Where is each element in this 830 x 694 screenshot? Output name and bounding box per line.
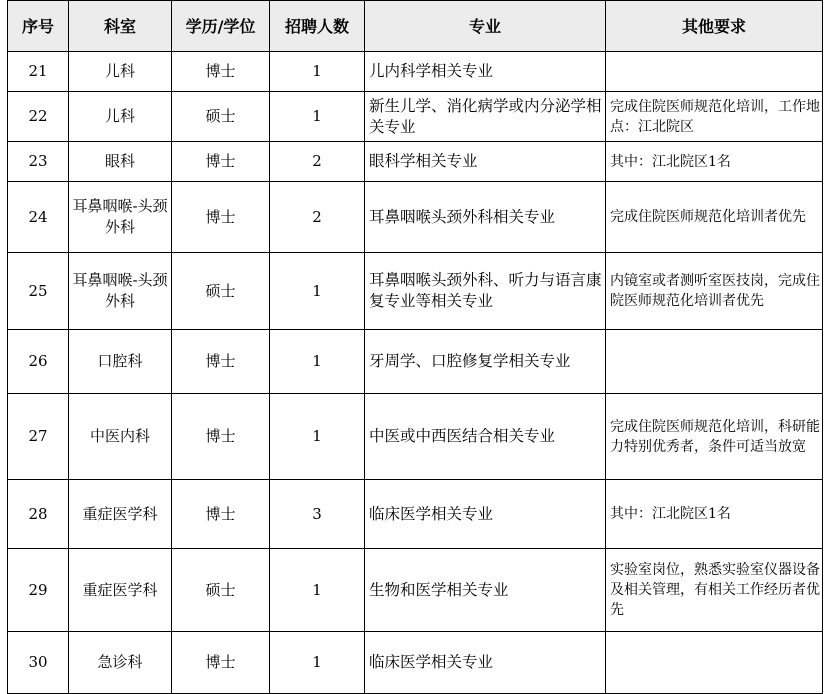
cell-other: 实验室岗位，熟悉实验室仪器设备及相关管理，有相关工作经历者优先 (606, 549, 823, 632)
table-row (8, 52, 823, 92)
table-row (8, 549, 823, 632)
recruitment-table (7, 0, 823, 694)
cell-major: 耳鼻咽喉头颈外科、听力与语言康复专业等相关专业 (365, 253, 606, 330)
cell-degree: 博士 (172, 52, 270, 92)
cell-major: 儿内科学相关专业 (365, 52, 606, 92)
cell-dept: 眼科 (69, 142, 172, 182)
cell-no: 25 (8, 253, 69, 330)
table-row (8, 632, 823, 694)
cell-degree: 硕士 (172, 92, 270, 142)
cell-other: 完成住院医师规范化培训，工作地点：江北院区 (606, 92, 823, 142)
cell-other: 内镜室或者测听室医技岗，完成住院医师规范化培训者优先 (606, 253, 823, 330)
cell-other: 其中：江北院区1名 (606, 142, 823, 182)
cell-major: 眼科学相关专业 (365, 142, 606, 182)
cell-major: 牙周学、口腔修复学相关专业 (365, 330, 606, 394)
cell-count: 1 (270, 92, 365, 142)
cell-count: 2 (270, 142, 365, 182)
table-row (8, 142, 823, 182)
header-degree: 学历/学位 (172, 1, 270, 52)
cell-dept: 重症医学科 (69, 549, 172, 632)
cell-major: 耳鼻咽喉头颈外科相关专业 (365, 182, 606, 253)
cell-count: 1 (270, 253, 365, 330)
header-no: 序号 (8, 1, 69, 52)
cell-count: 3 (270, 480, 365, 549)
header-dept: 科室 (69, 1, 172, 52)
cell-major: 临床医学相关专业 (365, 480, 606, 549)
cell-other: 其中：江北院区1名 (606, 480, 823, 549)
cell-no: 28 (8, 480, 69, 549)
cell-no: 30 (8, 632, 69, 694)
cell-major: 中医或中西医结合相关专业 (365, 394, 606, 480)
cell-count: 1 (270, 52, 365, 92)
cell-count: 1 (270, 330, 365, 394)
cell-degree: 硕士 (172, 253, 270, 330)
cell-count: 2 (270, 182, 365, 253)
cell-no: 26 (8, 330, 69, 394)
table-row (8, 182, 823, 253)
cell-count: 1 (270, 394, 365, 480)
cell-other: 完成住院医师规范化培训，科研能力特别优秀者，条件可适当放宽 (606, 394, 823, 480)
cell-no: 24 (8, 182, 69, 253)
header-major: 专业 (365, 1, 606, 52)
cell-degree: 博士 (172, 330, 270, 394)
cell-other (606, 632, 823, 694)
header-other: 其他要求 (606, 1, 823, 52)
cell-major: 新生儿学、消化病学或内分泌学相关专业 (365, 92, 606, 142)
cell-degree: 博士 (172, 142, 270, 182)
cell-dept: 口腔科 (69, 330, 172, 394)
cell-dept: 中医内科 (69, 394, 172, 480)
table-row (8, 394, 823, 480)
cell-other (606, 52, 823, 92)
cell-no: 29 (8, 549, 69, 632)
cell-other: 完成住院医师规范化培训者优先 (606, 182, 823, 253)
cell-dept: 儿科 (69, 92, 172, 142)
table-row (8, 253, 823, 330)
cell-major: 生物和医学相关专业 (365, 549, 606, 632)
cell-no: 27 (8, 394, 69, 480)
cell-count: 1 (270, 632, 365, 694)
cell-no: 22 (8, 92, 69, 142)
cell-degree: 博士 (172, 182, 270, 253)
cell-dept: 耳鼻咽喉-头颈外科 (69, 253, 172, 330)
cell-no: 23 (8, 142, 69, 182)
cell-dept: 急诊科 (69, 632, 172, 694)
header-row (8, 1, 823, 52)
cell-no: 21 (8, 52, 69, 92)
cell-dept: 儿科 (69, 52, 172, 92)
cell-count: 1 (270, 549, 365, 632)
table-row (8, 330, 823, 394)
table-row (8, 480, 823, 549)
cell-degree: 博士 (172, 394, 270, 480)
cell-major: 临床医学相关专业 (365, 632, 606, 694)
header-count: 招聘人数 (270, 1, 365, 52)
cell-dept: 重症医学科 (69, 480, 172, 549)
table-row (8, 92, 823, 142)
cell-degree: 博士 (172, 480, 270, 549)
cell-degree: 博士 (172, 632, 270, 694)
cell-other (606, 330, 823, 394)
cell-dept: 耳鼻咽喉-头颈外科 (69, 182, 172, 253)
cell-degree: 硕士 (172, 549, 270, 632)
